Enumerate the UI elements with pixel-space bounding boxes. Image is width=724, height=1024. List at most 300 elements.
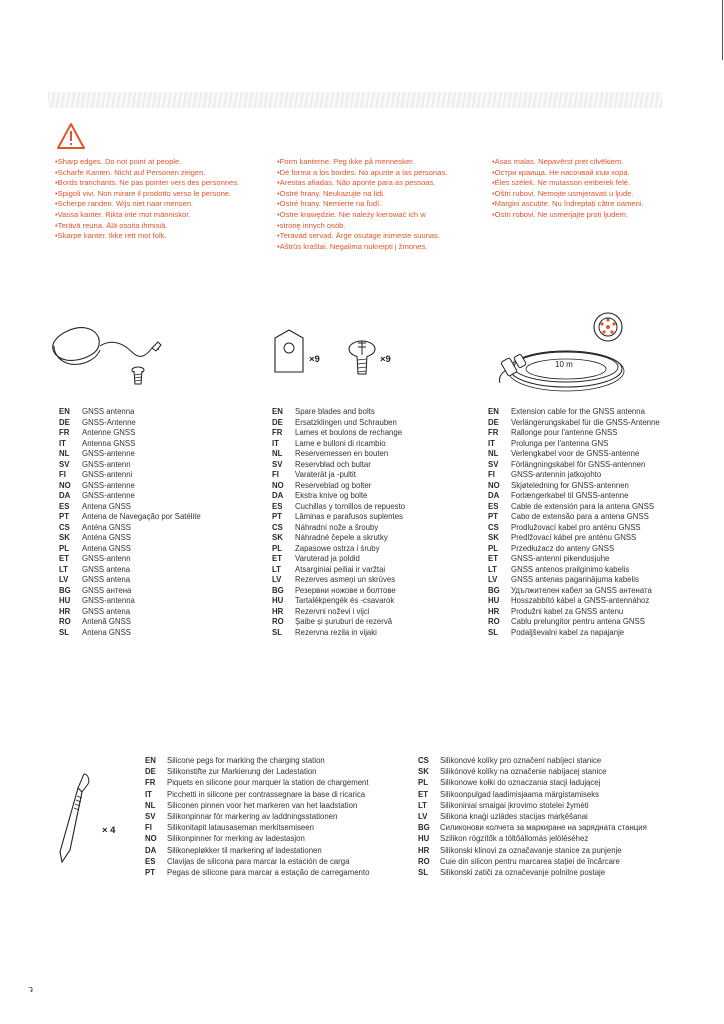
list-item <box>145 856 369 867</box>
language-code: ET <box>59 554 69 563</box>
item-description: Produžni kabel za GNSS antenu <box>511 606 624 616</box>
language-code: BG <box>272 585 284 595</box>
item-description: Șaibe și șuruburi de rezervă <box>295 617 393 626</box>
item-description: Antena GNSS <box>82 501 131 511</box>
language-code: DA <box>272 491 284 500</box>
item-description: Rezerves asmeņi un skrūves <box>295 575 396 584</box>
cable-length-label: 10 m <box>555 360 573 369</box>
peg-count: × 4 <box>102 825 116 836</box>
list-item <box>488 407 660 418</box>
language-code: HU <box>488 596 500 605</box>
language-code: HR <box>418 845 430 855</box>
warning-line: •Margini ascuțite. Nu îndreptați către oameni. <box>492 199 644 209</box>
language-code: BG <box>59 585 71 595</box>
language-code: SV <box>272 459 283 469</box>
language-code: FI <box>59 470 66 479</box>
language-code: CS <box>272 522 283 532</box>
spare-blades-icon <box>272 328 306 374</box>
item-description: Ekstra knive og bolte <box>295 491 368 500</box>
list-item <box>488 491 660 502</box>
language-code: RO <box>59 617 71 626</box>
item-description: Anténa GNSS <box>82 533 131 542</box>
item-description: Prolunga per l'antenna GNS <box>511 438 609 448</box>
language-code: SK <box>272 533 283 542</box>
list-item <box>488 470 660 481</box>
item-description: Silikonski zatiči za označevanje polnilne postaje <box>440 868 606 878</box>
list-item <box>418 833 647 844</box>
list-item <box>488 428 660 439</box>
list-item <box>59 491 201 502</box>
item-description: Antenne GNSS <box>82 428 136 437</box>
item-description: Picchetti in silicone per contrassegnare la base di ricarica <box>167 789 366 799</box>
list-item <box>59 565 201 576</box>
list-item <box>145 822 369 833</box>
warning-line: •Sharp edges. Do not point at people. <box>55 157 182 166</box>
pegs-list-2 <box>418 755 647 878</box>
list-item <box>488 449 660 460</box>
language-code: DE <box>145 767 156 777</box>
list-item <box>59 449 201 460</box>
item-description: Predlžovací kábel pre anténu GNSS <box>511 533 637 542</box>
list-item <box>272 533 405 544</box>
item-description: GNSS-antenne <box>82 480 135 490</box>
language-code: SK <box>488 533 499 542</box>
language-code: CS <box>488 522 499 532</box>
item-description: GNSS antena <box>82 606 131 616</box>
language-code: LV <box>59 575 69 584</box>
list-item <box>488 565 660 576</box>
page-edge-line <box>722 0 723 60</box>
list-item <box>59 544 201 555</box>
list-item <box>488 533 660 544</box>
list-item <box>145 755 369 766</box>
item-description: Náhradní nože a šrouby <box>295 522 379 532</box>
item-description: Reservblad och bultar <box>295 459 371 469</box>
list-item <box>59 586 201 597</box>
item-description: GNSS antenos prailginimo kabelis <box>511 564 630 574</box>
language-code: ET <box>418 789 428 799</box>
list-item <box>272 460 405 471</box>
list-item <box>488 617 660 628</box>
warning-line: •stronę innych osób. <box>277 220 346 230</box>
language-code: NO <box>272 480 284 490</box>
language-code: SV <box>59 459 70 469</box>
list-item <box>145 833 369 844</box>
warning-line: •Éles szélek. Ne mutasson emberek felé. <box>492 178 631 188</box>
item-description: Prodlužovací kabel pro anténu GNSS <box>511 522 641 532</box>
item-description: GNSS-antenn <box>82 459 131 469</box>
list-item <box>272 523 405 534</box>
language-code: PL <box>418 778 428 788</box>
language-code: ES <box>59 501 70 511</box>
warning-line: •Vassa kanter. Rikta inte mot människor. <box>55 209 191 219</box>
language-code: HR <box>272 606 284 616</box>
language-code: FR <box>59 428 70 437</box>
item-description: Antenă GNSS <box>82 617 131 626</box>
language-code: BG <box>418 823 430 833</box>
item-description: Atsarginiai peiliai ir varžtai <box>295 564 386 574</box>
warning-line: •Ostre krawędzie. Nie należy kierować ich w <box>277 209 426 219</box>
list-item <box>59 607 201 618</box>
item-description: Cabo de extensão para a antena GNSS <box>511 512 649 521</box>
language-code: LT <box>272 564 281 574</box>
item-description: Extension cable for the GNSS antenna <box>511 407 645 416</box>
item-description: Silikonpinnar för markering av laddningsstationen <box>167 812 338 822</box>
item-description: Cable de extensión para la antena GNSS <box>511 501 655 511</box>
language-code: NL <box>488 449 499 458</box>
list-item <box>59 596 201 607</box>
list-item <box>145 766 369 777</box>
item-description: Hosszabbító kábel a GNSS-antennához <box>511 596 650 605</box>
language-code: DE <box>59 417 70 427</box>
language-code: RO <box>488 617 500 626</box>
item-description: Clavijas de silicona para marcar la estación de carga <box>167 856 350 866</box>
language-code: HR <box>59 606 71 616</box>
gnss-antenna-icon <box>46 318 164 390</box>
language-code: SL <box>488 627 498 637</box>
item-description: Forlængerkabel til GNSS-antenne <box>511 491 629 500</box>
list-item <box>488 575 660 586</box>
item-description: GNSS-Antenne <box>82 417 136 427</box>
list-item <box>272 449 405 460</box>
language-code: HU <box>272 596 284 605</box>
list-item <box>59 418 201 429</box>
language-code: LT <box>488 564 497 574</box>
list-item <box>488 460 660 471</box>
item-description: Antena GNSS <box>82 627 131 637</box>
language-code: SL <box>418 868 428 878</box>
item-description: GNSS-antenni <box>82 470 133 479</box>
item-description: Silikonstifte zur Markierung der Ladestation <box>167 767 317 777</box>
item-description: Silikónové kolíky na označenie nabíjacej stanice <box>440 767 607 777</box>
list-item <box>272 628 405 639</box>
list-item <box>418 800 647 811</box>
language-code: EN <box>488 407 499 416</box>
list-item <box>145 845 369 856</box>
language-code: NO <box>59 480 71 490</box>
item-description: Przedłużacz do anteny GNSS <box>511 543 615 553</box>
list-item <box>145 811 369 822</box>
list-item <box>272 481 405 492</box>
list-item <box>59 460 201 471</box>
list-item <box>59 407 201 418</box>
item-description: Silikonowe kołki do oznaczania stacji ładującej <box>440 778 601 788</box>
list-item <box>145 777 369 788</box>
language-code: LT <box>418 800 427 810</box>
list-item <box>272 407 405 418</box>
language-code: FR <box>145 778 156 788</box>
item-description: Cablu prelungitor pentru antena GNSS <box>511 617 645 626</box>
list-item <box>272 502 405 513</box>
page-number: ว <box>28 984 34 994</box>
list-item <box>272 575 405 586</box>
warning-line: •Ostri robovi. Ne usmerjajte proti ljudem. <box>492 209 629 219</box>
language-code: FI <box>272 470 279 479</box>
item-description: Cuie din silicon pentru marcarea stației de încărcare <box>440 856 620 866</box>
warning-line: •Spigoli vivi. Non mirare il prodotto verso le persone. <box>55 188 232 198</box>
item-description: Silicone pegs for marking the charging station <box>167 756 325 765</box>
item-description: Antenna GNSS <box>82 438 136 448</box>
item-description: Lames et boulons de rechange <box>295 428 403 437</box>
item-description: GNSS antenas pagarinājuma kabelis <box>511 575 639 584</box>
warning-line: •Arestas afiadas. Não aponte para as pessoas. <box>277 178 436 188</box>
list-item <box>59 512 201 523</box>
gnss-antenna-list <box>59 407 201 638</box>
language-code: NL <box>59 449 70 458</box>
item-description: Silikonpinner for merking av ladestasjon <box>167 834 305 844</box>
item-description: Spare blades and bolts <box>295 407 375 416</box>
language-code: SV <box>145 812 156 822</box>
language-code: ET <box>488 554 498 563</box>
language-code: DA <box>59 491 71 500</box>
list-item <box>272 470 405 481</box>
warning-column-3 <box>492 157 644 221</box>
item-description: Förlängningskabel för GNSS-antennen <box>511 459 646 469</box>
list-item <box>488 418 660 429</box>
item-description: Silikonové kolíky pro označení nabíjecí stanice <box>440 756 602 765</box>
list-item <box>145 867 369 878</box>
language-code: PL <box>272 543 282 553</box>
language-code: NL <box>272 449 283 458</box>
silicone-peg-icon <box>56 770 94 866</box>
language-code: PT <box>272 512 282 521</box>
list-item <box>145 800 369 811</box>
bolt-count: ×9 <box>380 354 391 365</box>
item-description: GNSS антена <box>82 585 132 595</box>
language-code: PT <box>59 512 69 521</box>
item-description: Varuterad ja poldid <box>295 554 360 563</box>
list-item <box>59 575 201 586</box>
item-description: GNSS antena <box>82 564 131 574</box>
warning-line: •Dé forma a los bordes. No apunte a las personas. <box>277 167 448 177</box>
list-item <box>488 586 660 597</box>
list-item <box>272 491 405 502</box>
warning-line: •Form kanterne. Peg ikke på mennesker. <box>277 157 415 166</box>
warning-column-2 <box>277 157 447 252</box>
item-description: Verlängerungskabel für die GNSS-Antenne <box>511 417 660 427</box>
item-description: Удължителен кабел за GNSS антената <box>511 585 652 595</box>
language-code: HR <box>488 606 500 616</box>
language-code: SL <box>59 627 69 637</box>
language-code: ES <box>145 856 156 866</box>
language-code: DA <box>145 845 157 855</box>
list-item <box>59 523 201 534</box>
list-item <box>488 512 660 523</box>
item-description: GNSS-antenni pikendusjuhe <box>511 554 610 563</box>
item-description: Lame e bulloni di ricambio <box>295 438 386 448</box>
item-description: Zapasowe ostrza i śruby <box>295 543 380 553</box>
language-code: SK <box>59 533 70 542</box>
list-item <box>145 789 369 800</box>
list-item <box>59 439 201 450</box>
list-item <box>59 628 201 639</box>
item-description: Rallonge pour l'antenne GNSS <box>511 428 618 437</box>
list-item <box>59 554 201 565</box>
item-description: Rezervni noževi i vijci <box>295 606 370 616</box>
language-code: LV <box>272 575 282 584</box>
warning-line: •Oštri rubovi. Nemojte usmjeravati u ljude. <box>492 188 634 198</box>
item-description: Силиконови колчета за маркиране на зарядната станция <box>440 823 647 833</box>
item-description: GNSS-antenn <box>82 554 131 563</box>
extension-cable-list <box>488 407 660 638</box>
language-code: NL <box>145 800 156 810</box>
language-code: FR <box>488 428 499 437</box>
warning-line: •Asas malas. Nepavērst pret cilvēkiem. <box>492 157 624 166</box>
language-code: LV <box>488 575 498 584</box>
item-description: Piquets en silicone pour marquer la station de chargement <box>167 778 369 788</box>
warning-line: •Scharfe Kanten. Nicht auf Personen zeigen. <box>55 167 206 177</box>
list-item <box>488 607 660 618</box>
language-code: PL <box>59 543 69 553</box>
list-item <box>418 811 647 822</box>
language-code: IT <box>488 438 495 448</box>
language-code: DA <box>488 491 500 500</box>
list-item <box>488 596 660 607</box>
language-code: RO <box>418 856 430 866</box>
item-description: Antena GNSS <box>82 543 131 553</box>
language-code: FI <box>488 470 495 479</box>
item-description: Siliconen pinnen voor het markeren van het laadstation <box>167 800 358 810</box>
language-code: PL <box>488 543 498 553</box>
language-code: PT <box>145 868 155 878</box>
list-item <box>272 512 405 523</box>
list-item <box>272 607 405 618</box>
item-description: Verlengkabel voor de GNSS-antenne <box>511 449 640 458</box>
list-item <box>59 470 201 481</box>
warning-line: •Teravad servad. Ärge osutage inimeste suunas. <box>277 231 441 241</box>
language-code: LV <box>418 812 428 822</box>
list-item <box>272 586 405 597</box>
list-item <box>418 856 647 867</box>
warning-triangle-icon <box>56 122 86 150</box>
list-item <box>418 822 647 833</box>
language-code: NO <box>488 480 500 490</box>
list-item <box>418 867 647 878</box>
language-code: IT <box>272 438 279 448</box>
pegs-list-1 <box>145 755 369 878</box>
list-item <box>418 789 647 800</box>
item-description: GNSS-antennin jatkojohto <box>511 470 602 479</box>
bolt-icon <box>346 338 378 378</box>
item-description: Náhradné čepele a skrutky <box>295 533 388 542</box>
list-item <box>418 845 647 856</box>
list-item <box>488 628 660 639</box>
list-item <box>272 439 405 450</box>
header-band <box>48 92 662 108</box>
item-description: Varaterät ja -pultit <box>295 470 356 479</box>
language-code: DE <box>272 417 283 427</box>
item-description: GNSS-antenne <box>82 449 135 458</box>
list-item <box>59 502 201 513</box>
item-description: GNSS antenna <box>82 407 135 416</box>
item-description: Tartalékpengék és -csavarok <box>295 596 395 605</box>
warning-line: •Skarpe kanter. Ikke rett mot folk. <box>55 231 167 241</box>
list-item <box>272 428 405 439</box>
item-description: Pegas de silicone para marcar a estação de carregamento <box>167 868 370 878</box>
item-description: Reserveblad og bolter <box>295 480 372 490</box>
warning-column-1 <box>55 157 239 242</box>
language-code: SV <box>488 459 499 469</box>
language-code: RO <box>272 617 284 626</box>
item-description: Silikonepløkker til markering af ladestationen <box>167 845 322 855</box>
language-code: ES <box>488 501 499 511</box>
extension-cable-icon <box>490 305 640 393</box>
item-description: GNSS-antenne <box>82 491 135 500</box>
list-item <box>488 502 660 513</box>
language-code: IT <box>59 438 66 448</box>
list-item <box>272 596 405 607</box>
list-item <box>418 766 647 777</box>
list-item <box>488 554 660 565</box>
language-code: IT <box>145 789 152 799</box>
list-item <box>488 481 660 492</box>
list-item <box>59 617 201 628</box>
list-item <box>272 554 405 565</box>
warning-line: •Ostré hrany. Neukazujte na lidi. <box>277 188 386 198</box>
list-item <box>272 565 405 576</box>
list-item <box>488 523 660 534</box>
list-item <box>488 544 660 555</box>
item-description: Anténa GNSS <box>82 522 131 532</box>
list-item <box>272 418 405 429</box>
item-description: Silikona knaģi uzlādes stacijas marķēšanai <box>440 812 588 822</box>
item-description: Szilikon rögzítők a töltőállomás jelöléséhez <box>440 834 589 844</box>
list-item <box>488 439 660 450</box>
language-code: EN <box>145 756 156 765</box>
language-code: SL <box>272 627 282 637</box>
list-item <box>418 777 647 788</box>
list-item <box>59 428 201 439</box>
language-code: ES <box>272 501 283 511</box>
language-code: HU <box>59 596 71 605</box>
warning-line: •Bords tranchants. Ne pas pointer vers des personnes. <box>55 178 240 188</box>
list-item <box>272 617 405 628</box>
item-description: Skjøteledning for GNSS-antennen <box>511 480 629 490</box>
language-code: FI <box>145 823 152 833</box>
warning-line: •Terävä reuna. Älä osoita ihmisiä. <box>55 220 168 230</box>
item-description: Rezervna rezila in vijaki <box>295 627 377 637</box>
language-code: ET <box>272 554 282 563</box>
language-code: PT <box>488 512 498 521</box>
item-description: Cuchillas y tornillos de repuesto <box>295 501 406 511</box>
blade-count: ×9 <box>309 354 320 365</box>
item-description: Silikonski klinovi za označavanje stanice za punjenje <box>440 845 622 855</box>
spare-blades-list <box>272 407 405 638</box>
list-item <box>418 755 647 766</box>
warning-line: •Ostré hrany. Nemierte na ľudí. <box>277 199 382 209</box>
item-description: Резервни ножове и болтове <box>295 585 396 595</box>
list-item <box>59 533 201 544</box>
language-code: CS <box>59 522 70 532</box>
item-description: Podaljševalni kabel za napajanje <box>511 627 625 637</box>
language-code: EN <box>59 407 70 416</box>
language-code: NO <box>145 834 157 844</box>
language-code: EN <box>272 407 283 416</box>
item-description: Silikonitapit latausaseman merkitsemiseen <box>167 823 314 833</box>
item-description: Silikoniniai smaigai įkrovimo stotelei žymėti <box>440 800 589 810</box>
language-code: DE <box>488 417 499 427</box>
language-code: HU <box>418 834 430 844</box>
warning-line: •Scherpe randen. Wijs niet naar mensen. <box>55 199 194 209</box>
warning-line: •Остри краища. Не насочвай към хора. <box>492 167 630 177</box>
item-description: GNSS antena <box>82 575 131 584</box>
list-item <box>59 481 201 492</box>
item-description: Lâminas e parafusos suplentes <box>295 512 403 521</box>
language-code: CS <box>418 756 429 765</box>
language-code: FR <box>272 428 283 437</box>
warning-line: •Aštrūs kraštai. Negalima nukreipti į žmones. <box>277 241 428 251</box>
item-description: Reservemessen en bouten <box>295 449 389 458</box>
